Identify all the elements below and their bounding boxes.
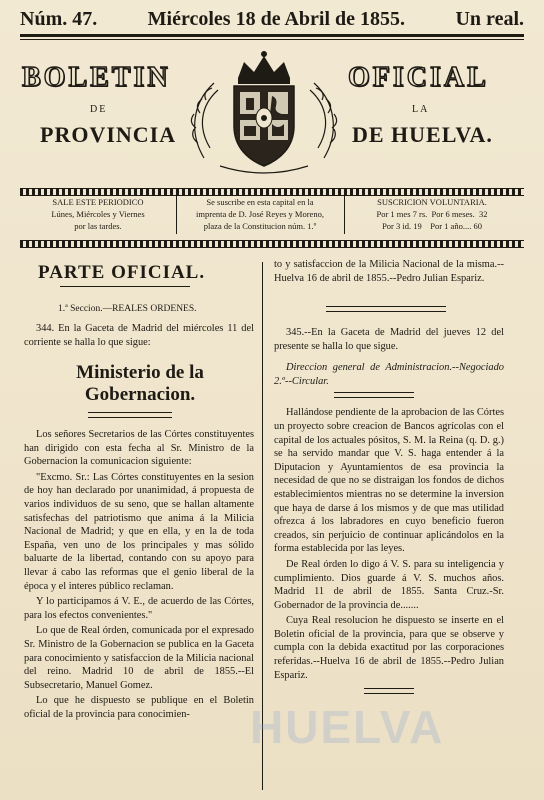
right-column-top xyxy=(274,258,504,287)
ornament-rule xyxy=(88,412,172,418)
info-schedule-line: SALE ESTE PERIODICO xyxy=(52,197,144,207)
section-title-rule xyxy=(60,286,190,287)
left-intro xyxy=(24,322,254,351)
section-title: PARTE OFICIAL. xyxy=(38,262,206,283)
left-column-body xyxy=(24,428,254,723)
section-subtitle: 1.ª Seccion.—REALES ORDENES. xyxy=(58,304,197,314)
info-separator xyxy=(176,196,177,234)
info-prices-row: Por 3 id. 19 Por 1 año.... 60 xyxy=(382,221,482,231)
info-subscription-line: Se suscribe en esta capital en la xyxy=(206,197,314,207)
paragraph: to y satisfaccion de la Milicia Nacional de la misma.--Huelva 16 de abril de 1855.--Pedro Julian Espariz. xyxy=(274,259,504,284)
header-rule xyxy=(20,34,524,37)
info-subscription-line: imprenta de D. José Reyes y Moreno, xyxy=(196,209,324,219)
paragraph: "Excmo. Sr.: Las Córtes constituyentes en la sesion de hoy han declarado por unanimidad, á propuesta de varios individuos de su seno, que se hallan altamente satisfechas del patriotismo que anima á la Milicia Nacional de Madrid; y que en ella, y en la de toda España, ven uno de los principales y mas sólido baluarte de la libertad, contando con su apoyo para llevar á cabo las reformas que el genio liberal de la época y el interes público reclaman. xyxy=(24,471,254,592)
paragraph-344: 344. En la Gaceta de Madrid del miércoles 11 del corriente se halla lo que sigue: xyxy=(24,323,254,348)
right-column-body xyxy=(274,326,504,694)
ornament-rule xyxy=(326,306,446,312)
masthead-provincia: PROVINCIA xyxy=(40,122,177,147)
issue-date: Miércoles 18 de Abril de 1855. xyxy=(147,7,406,30)
issue-line xyxy=(20,6,524,32)
masthead-de-huelva: DE HUELVA. xyxy=(352,122,493,147)
info-prices xyxy=(348,196,516,232)
paragraph: Hallándose pendiente de la aprobacion de las Córtes un proyecto sobre creacion de Bancos agrícolas con el capital de los actuales pósitos, S. M. la Reina (q. D. g.) se ha servido mandar que V. S. haga entender á la Diputacion y Ayuntamientos de esa provincia la necesidad de que no se distraigan los fondos de dichos establecimientos mientras no se determine la inversion que haya de darse á los mismos y de que mas utilidad ofrezca á los labradores en cuyo beneficio fueron creados, sin perjuicio de continuar aplicándolos en la forma establecida por las leyes. xyxy=(274,407,504,555)
header-rule-thin xyxy=(20,39,524,40)
paragraph: Los señores Secretarios de las Córtes constituyentes han dirigido con esta fecha al Sr. Ministro de la Gobernacion la comunicacion siguiente: xyxy=(24,429,254,468)
masthead-word-left: BOLETIN xyxy=(22,62,171,93)
info-subscription-line: plaza de la Constitucion núm. 1.º xyxy=(203,221,317,231)
issue-number: Núm. 47. xyxy=(20,7,98,30)
paragraph: Lo que he dispuesto se publique en el Boletin oficial de la provincia para conocimien- xyxy=(24,695,254,720)
info-schedule-line: Lúnes, Miércoles y Viernes xyxy=(51,209,145,219)
info-prices-title: SUSCRICION VOLUNTARIA. xyxy=(377,197,487,207)
paragraph-345: 345.--En la Gaceta de Madrid del jueves 12 del presente se halla lo que sigue. xyxy=(274,327,504,352)
royal-crest-icon xyxy=(184,48,344,178)
info-schedule xyxy=(28,196,168,232)
paragraph: De Real órden lo digo á V. S. para su inteligencia y cumplimiento. Dios guarde á V. S. muchos años. Madrid 11 de abril de 1855. Santa Cruz.-Sr. Gobernador de la provincia de....... xyxy=(274,558,504,611)
masthead-word-right: OFICIAL xyxy=(348,62,489,93)
paragraph: Cuya Real resolucion he dispuesto se inserte en el Boletin oficial de la provincia, para que se observe y cumpla con la debida exactitud por las corporaciones referidas.--Huelva 16 de abril de 1855.--Pedro Julian Espariz. xyxy=(274,615,504,681)
paragraph: Y lo participamos á V. E., de acuerdo de las Córtes, para los efectos convenientes." xyxy=(24,596,254,621)
ornament-rule xyxy=(334,392,414,398)
info-subscription-place xyxy=(180,196,340,232)
ornament-rule xyxy=(364,688,414,694)
issue-price: Un real. xyxy=(455,7,524,30)
info-separator xyxy=(344,196,345,234)
masthead-la: LA xyxy=(412,104,430,115)
info-prices-row: Por 1 mes 7 rs. Por 6 meses. 32 xyxy=(376,209,488,219)
info-border-top xyxy=(20,188,524,196)
masthead-de: DE xyxy=(90,104,108,115)
info-schedule-line: por las tardes. xyxy=(74,221,122,231)
ministry-heading: Ministerio de la Gobernacion. xyxy=(76,362,204,405)
watermark: HUELVA xyxy=(250,701,445,753)
info-border-bottom xyxy=(20,240,524,248)
direction-heading: Direccion general de Administracion.--Negociado 2.º--Circular. xyxy=(274,362,504,387)
paragraph: Lo que de Real órden, comunicada por el expresado Sr. Ministro de la Gobernacion se publica en la Gaceta para conocimiento y satisfaccion de la Milicia nacional del reino. Madrid 10 de abril de 1855.--El Subsecretario, Manuel Gomez. xyxy=(24,625,254,691)
